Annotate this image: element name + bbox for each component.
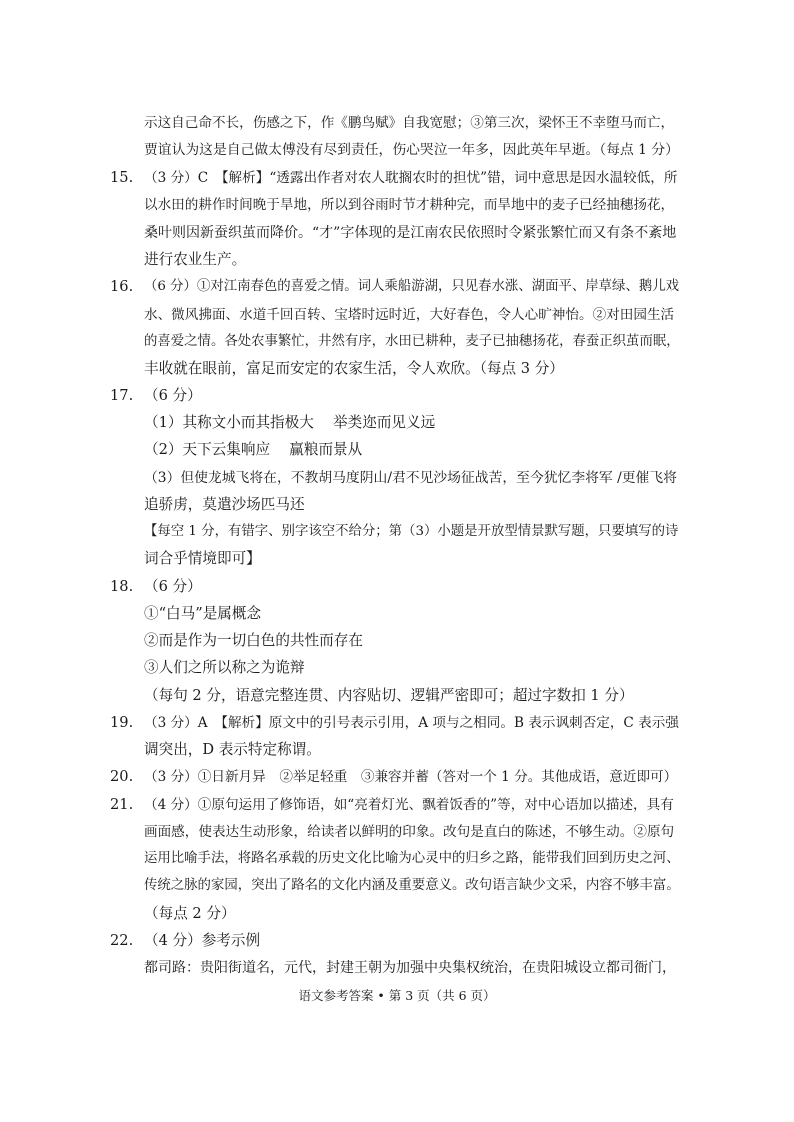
answer-line: 都司路：贵阳街道名，元代，封建王朝为加强中央集权统治，在贵阳城设立都司衙门，	[144, 960, 676, 976]
scoring-note: 词合乎情境即可】	[144, 550, 261, 567]
answer-line: ②而是作为一切白色的共性而存在	[144, 632, 363, 649]
answer-line: 的喜爱之情。各处农事繁忙，井然有序，水田已耕种，麦子已抽穗扬花，春蚕正织茧而眠，	[144, 334, 680, 349]
answer-line: ①“白马”是属概念	[144, 605, 262, 622]
answer-line: （4 分）参考示例	[144, 932, 261, 949]
item-number: 17.	[110, 387, 134, 404]
item-number: 21.	[110, 796, 134, 813]
answer-line: （3 分）①日新月异 ②举足轻重 ③兼容并蓄（答对一个 1 分。其他成语，意近即可）	[144, 769, 678, 785]
item-number: 15.	[110, 169, 134, 186]
scoring-note: （每点 2 分）	[144, 905, 236, 922]
answer-line: 桑叶则因新蚕织茧而降价。“才”字体现的是江南农民依照时令紧张繁忙而又有条不紊地	[144, 225, 677, 241]
answer-line: （2）天下云集响应 赢粮而景从	[144, 441, 363, 458]
answer-line: 丰收就在眼前，富足而安定的农家生活，令人欢欣。（每点 3 分）	[144, 360, 564, 377]
scoring-note: 【每空 1 分，有错字、别字该空不给分；第（3）小题是开放型情景默写题，只要填写的诗	[144, 524, 679, 539]
answer-line: （3 分）A 【解析】原文中的引号表示引用，A 项与之相同。B 表示讽刺否定，C 表示强	[144, 715, 679, 731]
page-footer: 语文参考答案 • 第 3 页（共 6 页）	[298, 988, 496, 1003]
answer-line: 进行农业生产。	[144, 251, 247, 268]
answer-line: 水、微风拂面、水道千回百转、宝塔时远时近，大好春色，令人心旷神怡。②对田园生活	[144, 307, 675, 323]
item-number: 19.	[110, 714, 134, 731]
answer-line: 传统之脉的家园，突出了路名的文化内涵及重要意义。改句语言缺少文采，内容不够丰富。	[144, 878, 680, 893]
answer-line: （4 分）①原句运用了修饰语，如“亮着灯光、飘着饭香的”等，对中心语加以描述，具有	[144, 797, 674, 813]
answer-line: （6 分）①对江南春色的喜爱之情。词人乘船游湖，只见春水涨、湖面平、岸草绿、鹅儿戏	[144, 279, 680, 294]
answer-line: 画面感，使表达生动形象，给读者以鲜明的印象。改句是直白的陈述，不够生动。②原句	[144, 824, 675, 840]
answer-line: 调突出，D 表示特定称谓。	[144, 741, 321, 758]
answer-line: （1）其称文小而其指极大 举类迩而见义远	[144, 414, 436, 431]
answer-line: （3 分）C 【解析】“透露出作者对农人耽搁农时的担忧”错，词中意思是因水温较低，所	[144, 170, 678, 186]
answer-line: ③人们之所以称之为诡辩	[144, 659, 305, 676]
answer-line: 运用比喻手法，将路名承载的历史文化比喻为心灵中的归乡之路，能带我们回到历史之河、	[144, 851, 680, 866]
item-number: 18.	[110, 578, 134, 595]
item-number: 16.	[110, 278, 134, 295]
answer-line: （3）但使龙城飞将在，不教胡马度阴山/君不见沙场征战苦，至今犹忆李将军 /更催飞将	[144, 470, 677, 486]
continuation-line: 贾谊认为这是自己做太傅没有尽到责任，伤心哭泣一年多，因此英年早逝。（每点 1 分）	[144, 142, 679, 158]
item-number: 20.	[110, 768, 134, 785]
item-number: 22.	[110, 932, 134, 949]
answer-line: 以水田的耕作时间晚于旱地，所以到谷雨时节才耕种完，而旱地中的麦子已经抽穗扬花，	[144, 197, 675, 213]
scoring-note: （每句 2 分，语意完整连贯、内容贴切、逻辑严密即可；超过字数扣 1 分）	[144, 687, 634, 704]
answer-line: （6 分）	[144, 578, 202, 595]
answer-line: （6 分）	[144, 387, 202, 404]
continuation-line: 示这自己命不长，伤感之下，作《鹏鸟赋》自我宽慰；③第三次，梁怀王不幸堕马而亡，	[144, 115, 675, 131]
answer-line: 追骄虏，莫遣沙场匹马还	[144, 496, 305, 513]
